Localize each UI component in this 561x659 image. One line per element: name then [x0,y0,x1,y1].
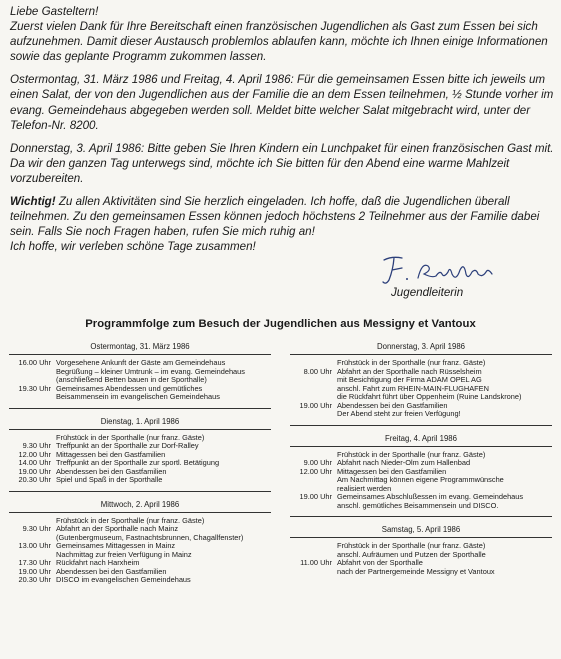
day-block [290,521,552,576]
paragraph-salad: Ostermontag, 31. März 1986 und Freitag, 4. April 1986: Für die gemeinsamen Essen bitte ich jeweils um einen Salat, der von den Jugendlichen aus der Familie die an dem Essen teilnehmen, ½ Stunde vorher im evang. Gemeindehaus abgegeben werden soll. Meldet bitte welcher Salat mitgebracht wird, unter der Telefon-Nr. 8200. [10,73,554,132]
schedule-text: Abendessen bei den Gastfamilien [56,466,167,476]
day-heading: Donnerstag, 3. April 1986 [290,338,552,355]
schedule-text: Gemeinsames Abschlußessen im evang. Gemeindehaus anschl. gemütliches Beisammensein und DISCO. [337,492,524,510]
schedule-text: Abendessen bei den Gastfamilien [56,566,167,576]
handwritten-signature [380,252,550,288]
letter-body [10,4,555,262]
signature-block [380,252,550,302]
schedule-text: Abfahrt an der Sporthalle nach Mainz (Gutenbergmuseum, Fastnachtsbrunnen, Chagallfenster) [56,524,244,542]
schedule-time: 19.00 Uhr [299,492,332,501]
schedule-time: 11.00 Uhr [300,558,332,567]
schedule-time: 19.30 Uhr [18,383,51,393]
paragraph-lunchpaket: Donnerstag, 3. April 1986: Bitte geben Sie Ihren Kindern ein Lunchpaket für einen französischen Gast mit. Da wir den ganzen Tag unterwegs sind, möchte ich Sie bitten für den Abend eine warme Mahlzeit vorzubereiten. [10,141,554,185]
schedule-text: Rückfahrt nach Harxheim [56,558,140,567]
schedule-row [9,525,271,542]
schedule-text: Abendessen bei den Gastfamilien Der Abend steht zur freien Verfügung! [337,400,461,418]
day-schedule [290,538,552,576]
schedule-time: 9.00 Uhr [303,458,332,467]
schedule-text: Abfahrt nach Nieder-Olm zum Hallenbad [337,458,471,467]
program-title: Programmfolge zum Besuch der Jugendlichen aus Messigny et Vantoux [85,318,476,330]
schedule-row [290,559,552,576]
schedule-row [9,576,271,585]
day-separator [9,408,271,409]
schedule-text: Treffpunkt an der Sporthalle zur sportl. Betätigung [56,458,220,467]
signature-role: Jugendleiterin [391,286,464,299]
day-separator [290,516,552,517]
schedule-row [290,468,552,494]
schedule-row [290,368,552,402]
greeting: Liebe Gasteltern! [10,5,99,18]
schedule-row [9,542,271,559]
schedule-text: Frühstück in der Sporthalle (nur franz. Gäste) [56,515,205,525]
day-block [9,413,271,492]
schedule-row [9,359,271,385]
schedule-time: 19.00 Uhr [18,566,51,576]
day-separator [9,491,271,492]
paragraph-wichtig [10,194,555,239]
wichtig-label: Wichtig! [10,195,56,209]
schedule-text: Vorgesehene Ankunft der Gäste am Gemeindehaus Begrüßung – kleiner Umtrunk – im evang. Gemeindehaus (anschließend Betten bauen in der Sporthalle) [56,358,245,384]
day-block [9,496,271,585]
day-block [9,338,271,409]
schedule-text: Mittagessen bei den Gastfamilien [56,449,166,459]
day-heading: Freitag, 4. April 1986 [290,430,552,447]
schedule-time: 14.00 Uhr [18,458,51,467]
day-heading: Samstag, 5. April 1986 [290,521,552,538]
schedule-time: 20.30 Uhr [18,475,51,484]
schedule-row [9,385,271,402]
schedule-time: 12.00 Uhr [299,466,332,476]
schedule-time: 19.00 Uhr [18,466,51,476]
day-heading: Mittwoch, 2. April 1986 [9,496,271,513]
schedule-time: 19.00 Uhr [299,400,332,410]
schedule-text: Gemeinsames Abendessen und gemütliches Beisammensein im evangelischen Gemeindehaus [56,383,220,401]
day-separator [290,425,552,426]
schedule-text: Frühstück in der Sporthalle (nur franz. Gäste) [337,449,486,459]
day-schedule [290,447,552,511]
schedule-time: 20.30 Uhr [18,575,51,584]
schedule-row [9,476,271,485]
schedule-text: Treffpunkt an der Sporthalle zur Dorf-Ralley [56,441,199,450]
schedule-row [290,542,552,559]
schedule-time: 17.30 Uhr [18,558,51,567]
day-schedule [9,355,271,402]
schedule-text: DISCO im evangelischen Gemeindehaus [56,575,191,584]
schedule-text: Abfahrt an der Sporthalle nach Rüsselsheim mit Besichtigung der Firma ADAM OPEL AG anschl. Fahrt zum RHEIN-MAIN-FLUGHAFEN die Rückfahrt führt über Oppenheim (Ruine Landskrone) [337,366,522,401]
program-column-right [290,338,552,580]
schedule-time: 12.00 Uhr [18,449,51,459]
program-column-left [9,338,271,589]
schedule-text: Gemeinsames Mittagessen in Mainz Nachmittag zur freien Verfügung in Mainz [56,541,192,559]
day-block [290,430,552,518]
day-schedule [9,430,271,485]
paragraph-closing: Ich hoffe, wir verleben schöne Tage zusammen! [10,240,256,254]
schedule-time: 9.30 Uhr [22,524,51,533]
day-heading: Ostermontag, 31. März 1986 [9,338,271,355]
schedule-time [290,542,337,559]
schedule-time: 8.00 Uhr [303,366,332,376]
schedule-row [290,493,552,510]
day-schedule [9,513,271,585]
schedule-time: 9.30 Uhr [22,441,51,450]
schedule-text: Frühstück in der Sporthalle (nur franz. Gäste) anschl. Aufräumen und Putzen der Sporthalle [337,541,486,559]
day-block [290,338,552,426]
schedule-text: Abfahrt von der Sporthalle nach der Partnergemeinde Messigny et Vantoux [337,558,495,576]
schedule-text: Frühstück in der Sporthalle (nur franz. Gäste) [56,432,205,442]
day-schedule [290,355,552,419]
day-heading: Dienstag, 1. April 1986 [9,413,271,430]
schedule-text: Mittagessen bei den Gastfamilien Am Nachmittag können eigene Programmwünsche realisiert werden [337,466,504,493]
schedule-text: Frühstück in der Sporthalle (nur franz. Gäste) [337,358,486,367]
schedule-text: Spiel und Spaß in der Sporthalle [56,475,163,484]
paragraph-intro: Zuerst vielen Dank für Ihre Bereitschaft einen französischen Jugendlichen als Gast zum Essen bei sich aufzunehmen. Damit dieser Austausch problemlos ablaufen kann, möchte ich Ihnen einige Informationen sowie das geplante Programm zukommen lassen. [10,20,548,64]
wichtig-text: Zu allen Aktivitäten sind Sie herzlich eingeladen. Ich hoffe, daß die Jugendlichen überall teilnehmen. Zu den gemeinsamen Essen können jedoch höchstens 2 Teilnehmer aus der Familie dabei sein. Falls Sie noch Fragen haben, rufen Sie mich ruhig an! [10,195,540,239]
schedule-time: 16.00 Uhr [18,358,51,367]
schedule-time: 13.00 Uhr [18,541,51,550]
schedule-row [290,402,552,419]
